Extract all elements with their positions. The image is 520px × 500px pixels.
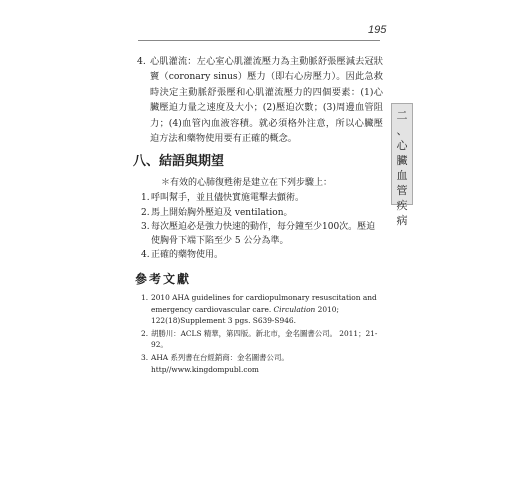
reference-text: AHA 系列書在台經銷商：金名圖書公司。http//www.kingdompubl.com [151, 353, 289, 374]
chapter-tab-char: 臟 [396, 154, 408, 167]
references-list [137, 292, 383, 374]
chapter-tab-char: 病 [396, 214, 408, 227]
list-item [137, 191, 383, 205]
list-item [137, 220, 383, 248]
list-item-text: 馬上開始胸外壓迫及 ventilation。 [151, 207, 293, 218]
reference-number: 1. [141, 293, 149, 303]
reference-item [137, 292, 383, 326]
list-item-number: 3. [141, 221, 150, 232]
section-intro: ＊有效的心肺復甦術是建立在下列步驟上： [161, 178, 333, 189]
chapter-tab-char: 、 [396, 124, 408, 137]
page-content [133, 54, 383, 377]
chapter-tab-char: 血 [396, 169, 408, 182]
list-item-number: 4. [141, 250, 150, 261]
chapter-tab-char: 管 [396, 184, 408, 197]
list-item-number: 2. [141, 207, 150, 218]
list-item-text: 每次壓迫必是強力快速的動作，每分鐘至少100次。壓迫使胸骨下端下陷至少 5 公分為準。 [151, 221, 376, 247]
reference-text: 胡勝川：ACLS 精華，第四版。新北市，金名圖書公司。 2011；21-92。 [151, 329, 378, 350]
list-item [137, 248, 383, 262]
chapter-tab [391, 103, 413, 227]
reference-item [137, 328, 383, 350]
list-item-text: 心肌灌流：左心室心肌灌流壓力為主動脈舒張壓減去冠狀竇（coronary sinus）壓力（即右心房壓力）。因此急救時決定主動脈舒張壓和心肌灌流壓力的四個要素：(1)心臟壓迫力量之速度及大小；(2)壓迫次數；(3)周邊血管阻力；(4)血管內血液容積。就必須格外注意，所以心臟壓迫方法和藥物使用要有正確的概念。 [150, 56, 383, 145]
list-item-text: 正確的藥物使用。 [151, 250, 224, 261]
steps-list [137, 191, 383, 262]
chapter-tab-char: 疾 [396, 199, 408, 212]
header-rule [138, 40, 380, 41]
list-item [137, 54, 383, 146]
list-item [137, 206, 383, 220]
list-item-number: 4. [137, 56, 146, 67]
page-number: 195 [368, 24, 387, 36]
chapter-tab-char: 心 [396, 139, 408, 152]
reference-item [137, 352, 383, 374]
list-item-text: 呼叫幫手，並且儘快實施電擊去顫術。 [151, 193, 305, 204]
references-heading: 參考文獻 [135, 272, 192, 287]
reference-text: 2010; 122(18)Supplement 3 pgs. S639-S946. [151, 304, 339, 325]
reference-number: 2. [141, 329, 149, 339]
list-item-number: 1. [141, 193, 150, 204]
chapter-tab-char: 二 [396, 109, 408, 122]
reference-text: 2010 AHA guidelines for cardiopulmonary resuscitation and emergency cardiovascular care. [151, 293, 377, 314]
section-heading: 八、結語與期望 [133, 154, 225, 170]
reference-number: 3. [141, 353, 149, 363]
reference-journal: Circulation [273, 304, 316, 314]
